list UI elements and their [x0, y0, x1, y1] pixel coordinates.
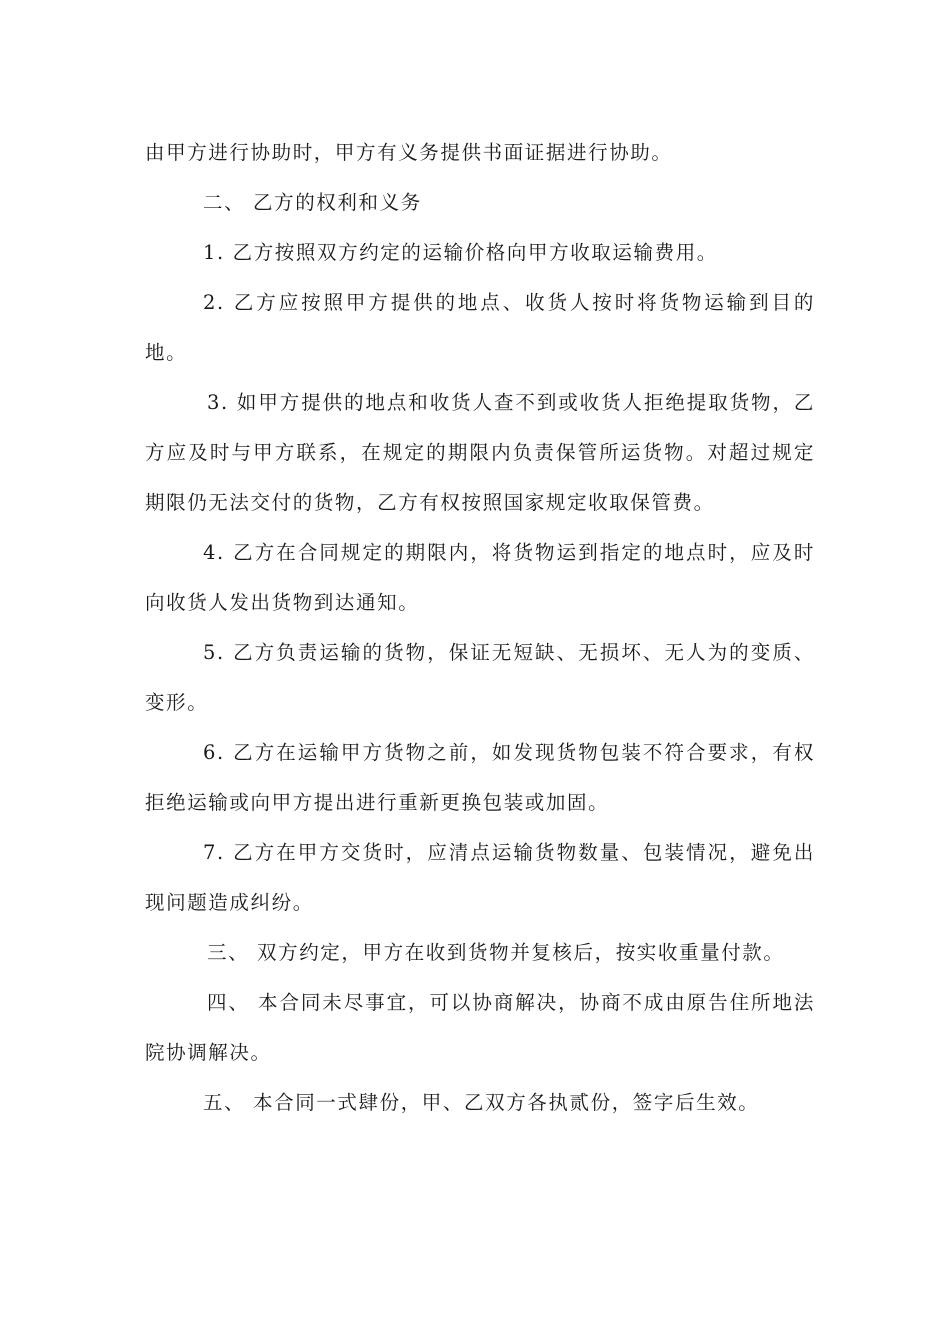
- document-body: [145, 128, 815, 1128]
- clause-2-7: 7. 乙方在甲方交货时，应清点运输货物数量、包装情况，避免出现问题造成纠纷。: [145, 841, 815, 914]
- section-heading-2: 二、 乙方的权利和义务: [203, 191, 422, 214]
- paragraph-continuation: 由甲方进行协助时，甲方有义务提供书面证据进行协助。: [145, 141, 673, 164]
- section-heading-4: 四、 本合同未尽事宜，可以协商解决，协商不成由原告住所地法院协调解决。: [145, 991, 815, 1064]
- clause-2-3: 3. 如甲方提供的地点和收货人查不到或收货人拒绝提取货物，乙方应及时与甲方联系，在规定的期限内负责保管所运货物。对超过规定期限仍无法交付的货物，乙方有权按照国家规定收取保管费。: [145, 391, 815, 514]
- clause-2-1: 1. 乙方按照双方约定的运输价格向甲方收取运输费用。: [203, 241, 718, 264]
- clause-2-6: 6. 乙方在运输甲方货物之前，如发现货物包装不符合要求，有权拒绝运输或向甲方提出进行重新更换包装或加固。: [145, 741, 815, 814]
- clause-2-5: 5. 乙方负责运输的货物，保证无短缺、无损坏、无人为的变质、变形。: [145, 641, 815, 714]
- section-heading-3: 三、 双方约定，甲方在收到货物并复核后，按实收重量付款。: [207, 941, 785, 964]
- clause-2-4: 4. 乙方在合同规定的期限内，将货物运到指定的地点时，应及时向收货人发出货物到达通知。: [145, 541, 815, 614]
- clause-2-2: 2. 乙方应按照甲方提供的地点、收货人按时将货物运输到目的地。: [145, 291, 815, 364]
- section-heading-5: 五、 本合同一式肆份，甲、乙双方各执贰份，签字后生效。: [203, 1091, 760, 1114]
